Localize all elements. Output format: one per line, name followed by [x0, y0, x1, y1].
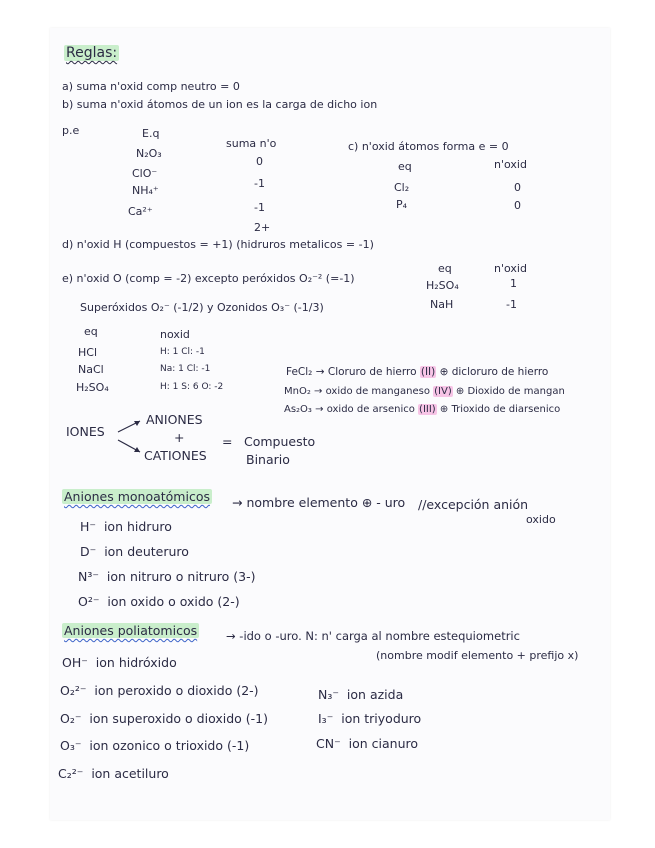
mono-item: D⁻ ion deuteruro: [80, 544, 189, 559]
table-c-value: 0: [514, 181, 521, 194]
table-e-header-noxid: noxid: [160, 328, 190, 341]
table-d-formula: NaH: [430, 298, 454, 311]
page-title: Reglas:: [66, 45, 118, 61]
equals-sign: =: [222, 434, 233, 449]
table1-value: -1: [254, 177, 265, 190]
poli-item: OH⁻ ion hidróxido: [62, 655, 177, 670]
poli-item: I₃⁻ ion triyoduro: [318, 711, 422, 726]
table-d-value: 1: [510, 277, 517, 290]
table-c-header-eq: eq: [398, 160, 412, 173]
table-c-formula: Cl₂: [394, 181, 410, 194]
table-e-header-eq: eq: [84, 325, 98, 338]
rule-b: b) suma n'oxid átomos de un ion es la carga de dicho ion: [62, 98, 378, 111]
table-e-formula: HCl: [78, 346, 98, 359]
mono-item: H⁻ ion hidruro: [80, 519, 172, 534]
table-e-value: H: 1 Cl: -1: [160, 347, 205, 357]
compound-row: FeCl₂ → Cloruro de hierro (II) ⊕ dicloruro de hierro: [286, 366, 549, 378]
table1-value: 0: [256, 155, 263, 168]
poli-item: O₂⁻ ion superoxido o dioxido (-1): [60, 711, 268, 726]
poli-item: N₃⁻ ion azida: [318, 687, 404, 702]
mono-exception-oxido: oxido: [526, 513, 556, 526]
compound-row: As₂O₃ → oxido de arsenico (III) ⊕ Trioxido de diarsenico: [284, 404, 561, 415]
table-d-header-eq: eq: [438, 262, 452, 275]
rule-d: d) n'oxid H (compuestos = +1) (hidruros metalicos = -1): [62, 238, 374, 251]
table1-formula: NH₄⁺: [132, 184, 159, 197]
cationes-label: CATIONES: [144, 448, 207, 463]
table-d-value: -1: [506, 298, 517, 311]
mono-exception: //excepción anión: [418, 497, 529, 512]
table1-header-eq: E.q: [142, 127, 160, 140]
poli-item: C₂²⁻ ion acetiluro: [58, 766, 169, 781]
mono-heading: Aniones monoatómicos: [64, 489, 210, 504]
aniones-label: ANIONES: [146, 412, 203, 427]
poli-heading: Aniones poliatomicos: [64, 623, 198, 638]
poli-item: O₂²⁻ ion peroxido o dioxido (2-): [60, 683, 259, 698]
plus-sign: +: [174, 430, 185, 445]
compound-row: MnO₂ → oxido de manganeso (IV) ⊕ Dioxido de mangan: [284, 386, 565, 397]
table-c-header-noxid: n'oxid: [494, 158, 527, 171]
mono-item: N³⁻ ion nitruro o nitruro (3-): [78, 569, 256, 584]
table1-value: 2+: [254, 221, 271, 234]
table1-formula: ClO⁻: [132, 167, 158, 180]
poli-item: O₃⁻ ion ozonico o trioxido (-1): [60, 738, 250, 753]
pe-label: p.e: [62, 124, 80, 137]
mono-item: O²⁻ ion oxido o oxido (2-): [78, 594, 240, 609]
mono-rule: → nombre elemento ⊕ - uro: [232, 495, 406, 510]
poli-rule-2: (nombre modif elemento + prefijo x): [376, 649, 579, 662]
table-e-value: Na: 1 Cl: -1: [160, 364, 211, 374]
rule-e-line1: e) n'oxid O (comp = -2) excepto peróxidos O₂⁻² (=-1): [62, 272, 355, 285]
binario-label: Binario: [246, 452, 290, 467]
table-e-formula: H₂SO₄: [76, 381, 109, 394]
table-d-header-noxid: n'oxid: [494, 262, 527, 275]
poli-item: CN⁻ ion cianuro: [316, 736, 419, 751]
table1-value: -1: [254, 201, 265, 214]
rule-e-line2: Superóxidos O₂⁻ (-1/2) y Ozonidos O₃⁻ (-1/3): [80, 301, 324, 314]
table1-header-suma: suma n'o: [226, 137, 277, 150]
poli-rule: → -ido o -uro. N: n' carga al nombre estequiometric: [226, 629, 520, 643]
table-c-formula: P₄: [396, 198, 408, 211]
table1-formula: N₂O₃: [136, 147, 162, 160]
rule-a: a) suma n'oxid comp neutro = 0: [62, 80, 240, 93]
table-e-formula: NaCl: [78, 363, 104, 376]
table1-formula: Ca²⁺: [128, 205, 153, 218]
table-d-formula: H₂SO₄: [426, 279, 459, 292]
iones-label: IONES: [66, 424, 105, 439]
rule-c: c) n'oxid átomos forma e = 0: [348, 140, 509, 153]
compuesto-label: Compuesto: [244, 434, 316, 449]
table-e-value: H: 1 S: 6 O: -2: [160, 382, 224, 392]
table-c-value: 0: [514, 199, 521, 212]
